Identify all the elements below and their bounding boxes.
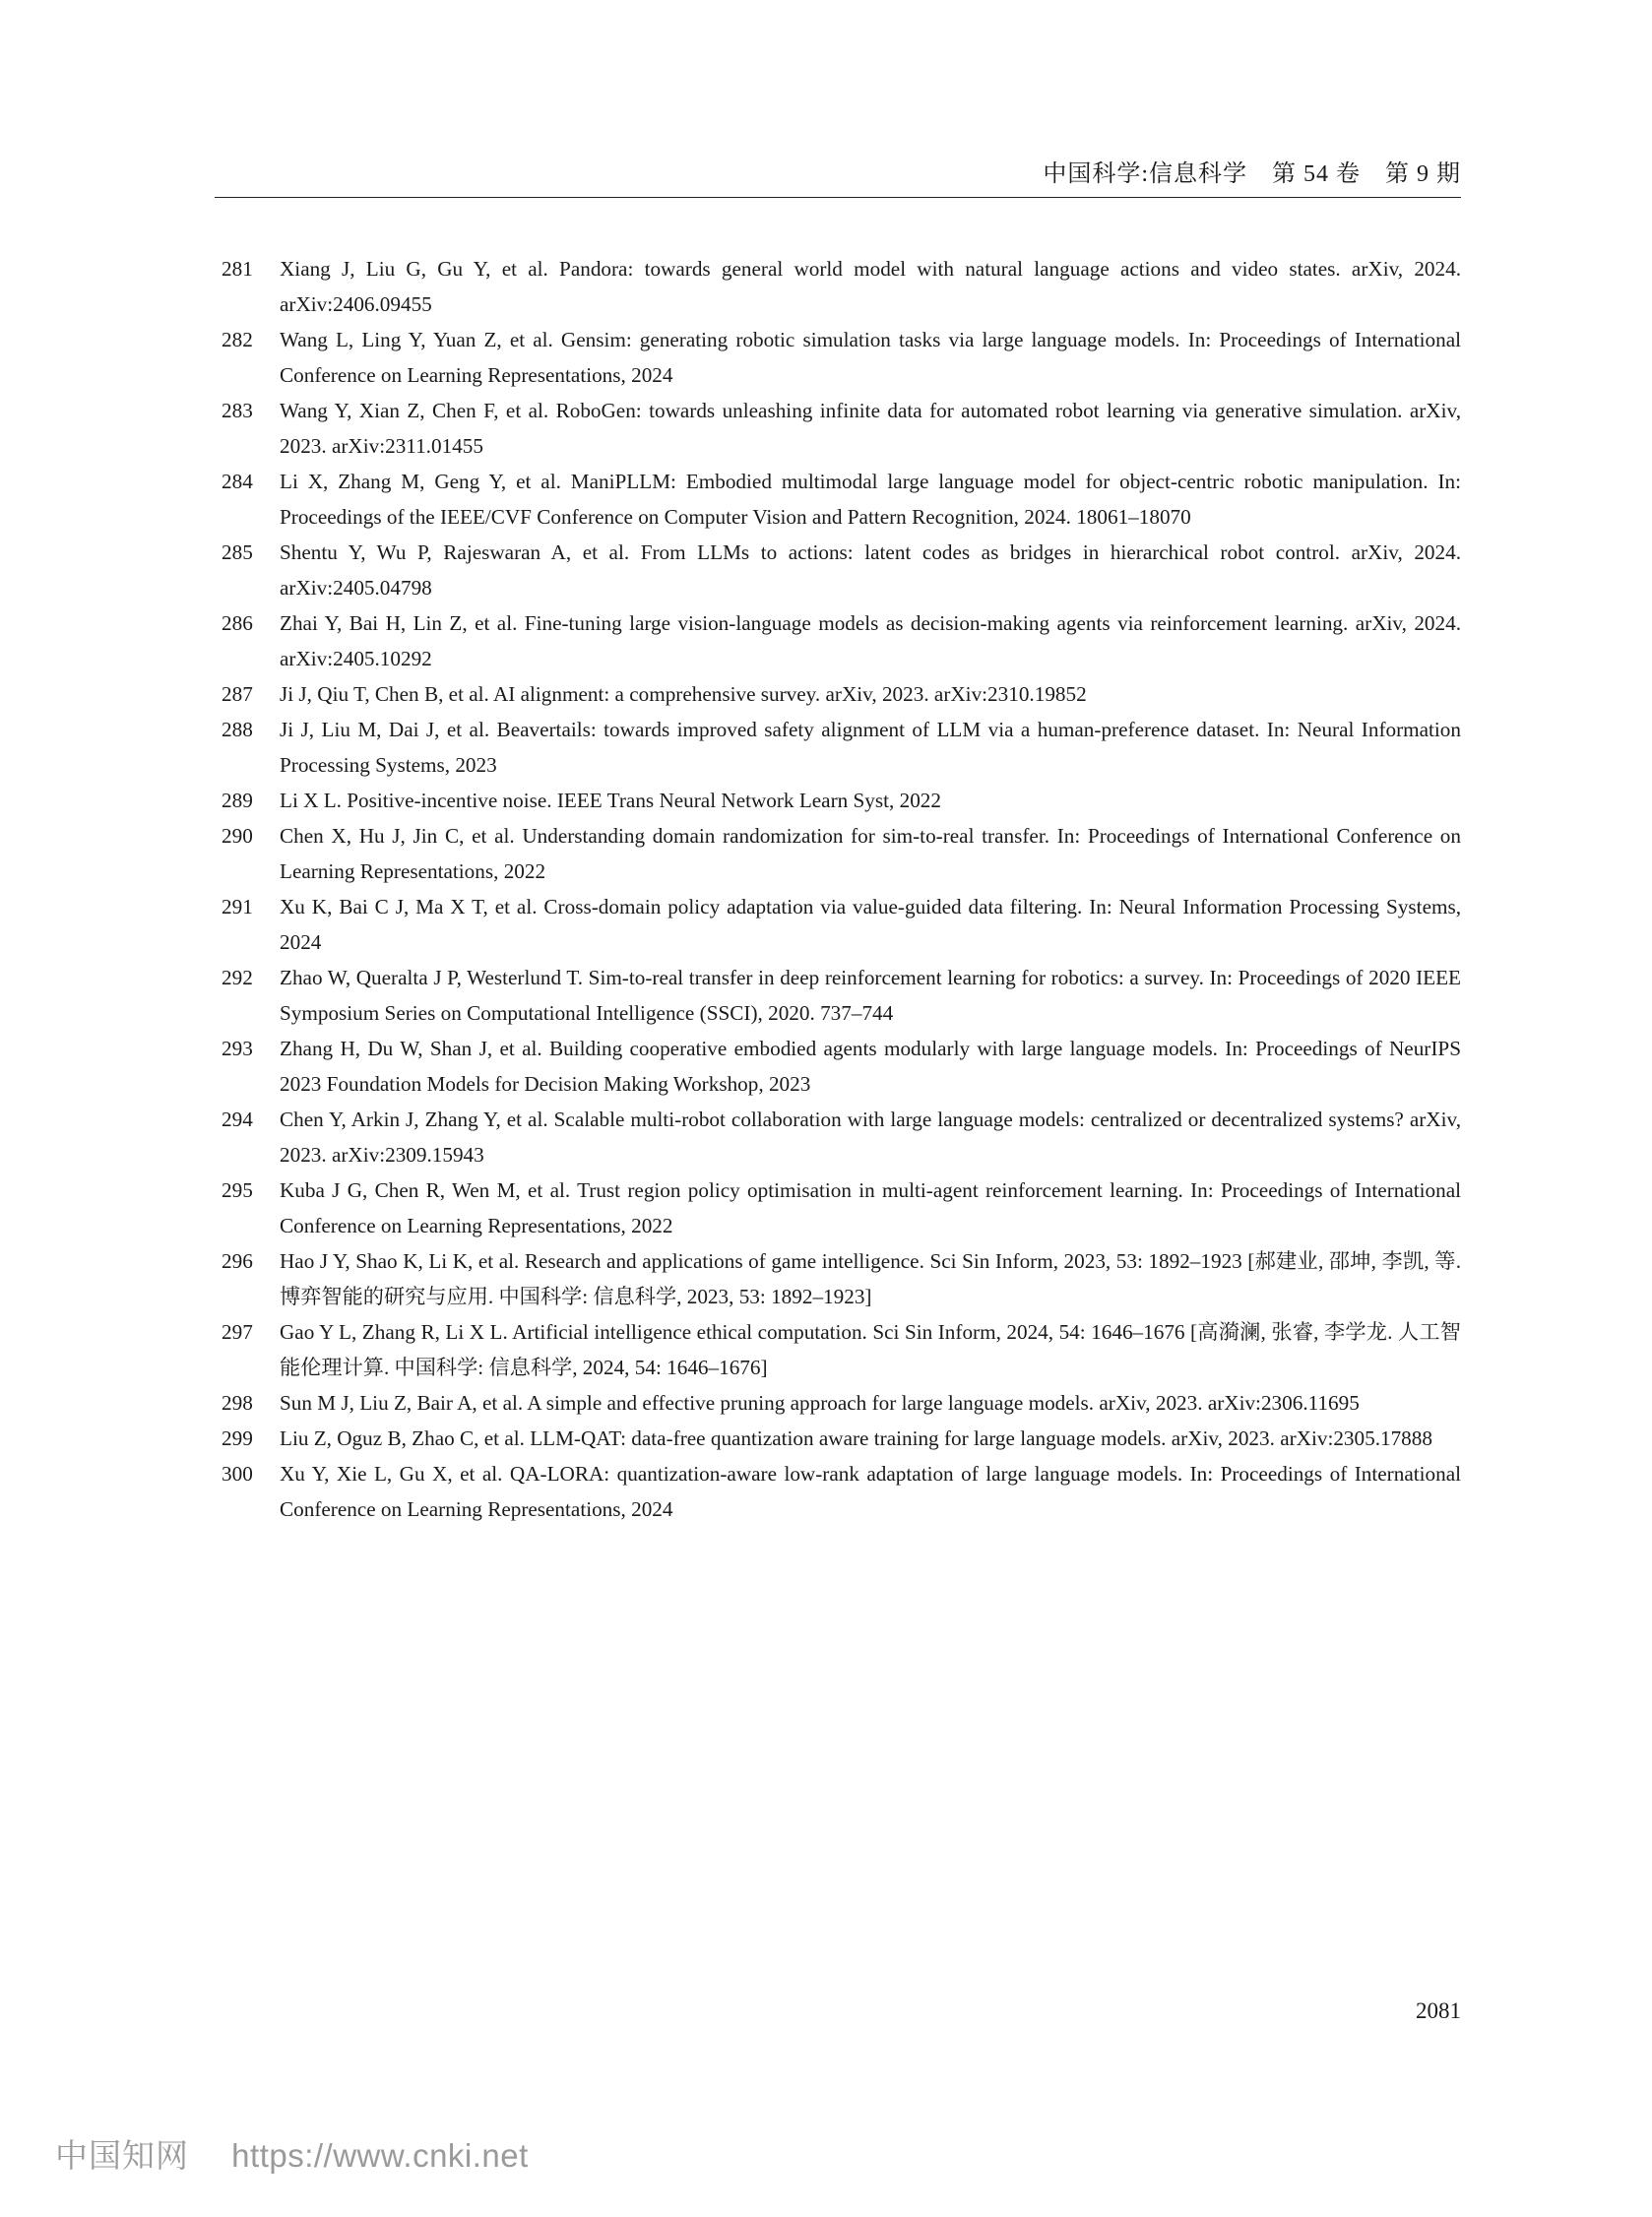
reference-number: 287 xyxy=(222,682,253,706)
reference-text: Zhai Y, Bai H, Lin Z, et al. Fine-tuning large vision-language models as decision-making agents via reinforcement learning. arXiv, 2024. arXiv:2405.10292 xyxy=(280,611,1461,670)
reference-item xyxy=(215,1421,1461,1456)
reference-item xyxy=(215,1102,1461,1172)
reference-text: Kuba J G, Chen R, Wen M, et al. Trust region policy optimisation in multi-agent reinforcement learning. In: Proceedings of International Conference on Learning Representations, 2022 xyxy=(280,1178,1461,1237)
reference-number: 281 xyxy=(222,257,253,281)
watermark-cnki-name: 中国知网 xyxy=(55,2137,189,2174)
reference-item xyxy=(215,1314,1461,1385)
reference-text: Shentu Y, Wu P, Rajeswaran A, et al. From LLMs to actions: latent codes as bridges in hierarchical robot control. arXiv, 2024. arXiv:2405.04798 xyxy=(280,540,1461,600)
reference-number: 284 xyxy=(222,470,253,493)
reference-number: 293 xyxy=(222,1037,253,1060)
reference-text: Liu Z, Oguz B, Zhao C, et al. LLM-QAT: data-free quantization aware training for large language models. arXiv, 2023. arXiv:2305.17888 xyxy=(280,1426,1432,1450)
reference-text: Li X, Zhang M, Geng Y, et al. ManiPLLM: Embodied multimodal large language model for object-centric robotic manipulation. In: Proceedings of the IEEE/CVF Conference on Computer Vision and Pattern Recognition, 2024. 18061–18070 xyxy=(280,470,1461,529)
reference-item xyxy=(215,1456,1461,1527)
reference-text: Zhao W, Queralta J P, Westerlund T. Sim-to-real transfer in deep reinforcement learning for robotics: a survey. In: Proceedings of 2020 IEEE Symposium Series on Computational Intelligence (SSCI), 2020. 737–744 xyxy=(280,966,1461,1025)
reference-item xyxy=(215,1172,1461,1243)
reference-text: Ji J, Liu M, Dai J, et al. Beavertails: towards improved safety alignment of LLM via a human-preference dataset. In: Neural Information Processing Systems, 2023 xyxy=(280,718,1461,777)
reference-number: 292 xyxy=(222,966,253,989)
reference-text: Wang L, Ling Y, Yuan Z, et al. Gensim: generating robotic simulation tasks via large language models. In: Proceedings of International Conference on Learning Representations, 2024 xyxy=(280,328,1461,387)
reference-number: 291 xyxy=(222,895,253,918)
reference-number: 290 xyxy=(222,824,253,848)
reference-list xyxy=(215,251,1461,1527)
reference-number: 296 xyxy=(222,1249,253,1273)
reference-text: Xu K, Bai C J, Ma X T, et al. Cross-domain policy adaptation via value-guided data filtering. In: Neural Information Processing Systems, 2024 xyxy=(280,895,1461,954)
cnki-watermark xyxy=(55,2130,529,2177)
reference-text: Li X L. Positive-incentive noise. IEEE Trans Neural Network Learn Syst, 2022 xyxy=(280,789,941,812)
reference-text: Wang Y, Xian Z, Chen F, et al. RoboGen: towards unleashing infinite data for automated robot learning via generative simulation. arXiv, 2023. arXiv:2311.01455 xyxy=(280,399,1461,458)
reference-number: 288 xyxy=(222,718,253,741)
reference-item xyxy=(215,783,1461,818)
reference-item xyxy=(215,464,1461,535)
reference-text: Ji J, Qiu T, Chen B, et al. AI alignment: a comprehensive survey. arXiv, 2023. arXiv:2310.19852 xyxy=(280,682,1087,706)
reference-text: Sun M J, Liu Z, Bair A, et al. A simple and effective pruning approach for large language models. arXiv, 2023. arXiv:2306.11695 xyxy=(280,1391,1360,1415)
reference-number: 294 xyxy=(222,1108,253,1131)
reference-number: 283 xyxy=(222,399,253,422)
reference-text: Zhang H, Du W, Shan J, et al. Building cooperative embodied agents modularly with large language models. In: Proceedings of NeurIPS 2023 Foundation Models for Decision Making Workshop, 2023 xyxy=(280,1037,1461,1096)
reference-text: Gao Y L, Zhang R, Li X L. Artificial intelligence ethical computation. Sci Sin Inform, 2024, 54: 1646–1676 [高漪澜, 张睿, 李学龙. 人工智能伦理计算. 中国科学: 信息科学, 2024, 54: 1646–1676] xyxy=(280,1320,1461,1379)
reference-item xyxy=(215,712,1461,783)
reference-text: Chen X, Hu J, Jin C, et al. Understanding domain randomization for sim-to-real transfer. In: Proceedings of International Conference on Learning Representations, 2022 xyxy=(280,824,1461,883)
reference-item xyxy=(215,960,1461,1031)
reference-text: Hao J Y, Shao K, Li K, et al. Research and applications of game intelligence. Sci Sin Inform, 2023, 53: 1892–1923 [郝建业, 邵坤, 李凯, 等. 博弈智能的研究与应用. 中国科学: 信息科学, 2023, 53: 1892–1923] xyxy=(280,1249,1461,1308)
reference-number: 285 xyxy=(222,540,253,564)
reference-item xyxy=(215,1385,1461,1421)
reference-number: 289 xyxy=(222,789,253,812)
reference-number: 298 xyxy=(222,1391,253,1415)
reference-item xyxy=(215,889,1461,960)
reference-number: 299 xyxy=(222,1426,253,1450)
reference-text: Xu Y, Xie L, Gu X, et al. QA-LORA: quantization-aware low-rank adaptation of large language models. In: Proceedings of International Conference on Learning Representations, 2024 xyxy=(280,1462,1461,1521)
reference-item xyxy=(215,535,1461,605)
reference-item xyxy=(215,1031,1461,1102)
reference-item xyxy=(215,322,1461,393)
page-number: 2081 xyxy=(1416,1998,1461,2023)
reference-item xyxy=(215,818,1461,889)
watermark-url: https://www.cnki.net xyxy=(231,2137,529,2174)
running-header xyxy=(215,150,1461,198)
reference-item xyxy=(215,676,1461,712)
reference-text: Xiang J, Liu G, Gu Y, et al. Pandora: towards general world model with natural language actions and video states. arXiv, 2024. arXiv:2406.09455 xyxy=(280,257,1461,316)
reference-number: 286 xyxy=(222,611,253,635)
reference-number: 300 xyxy=(222,1462,253,1486)
reference-text: Chen Y, Arkin J, Zhang Y, et al. Scalable multi-robot collaboration with large language models: centralized or decentralized systems? arXiv, 2023. arXiv:2309.15943 xyxy=(280,1108,1461,1167)
reference-number: 282 xyxy=(222,328,253,351)
reference-item xyxy=(215,393,1461,464)
reference-number: 295 xyxy=(222,1178,253,1202)
reference-item xyxy=(215,1243,1461,1314)
reference-number: 297 xyxy=(222,1320,253,1344)
journal-header-text: 中国科学:信息科学 第 54 卷 第 9 期 xyxy=(1043,161,1461,187)
reference-item xyxy=(215,605,1461,676)
reference-item xyxy=(215,251,1461,322)
